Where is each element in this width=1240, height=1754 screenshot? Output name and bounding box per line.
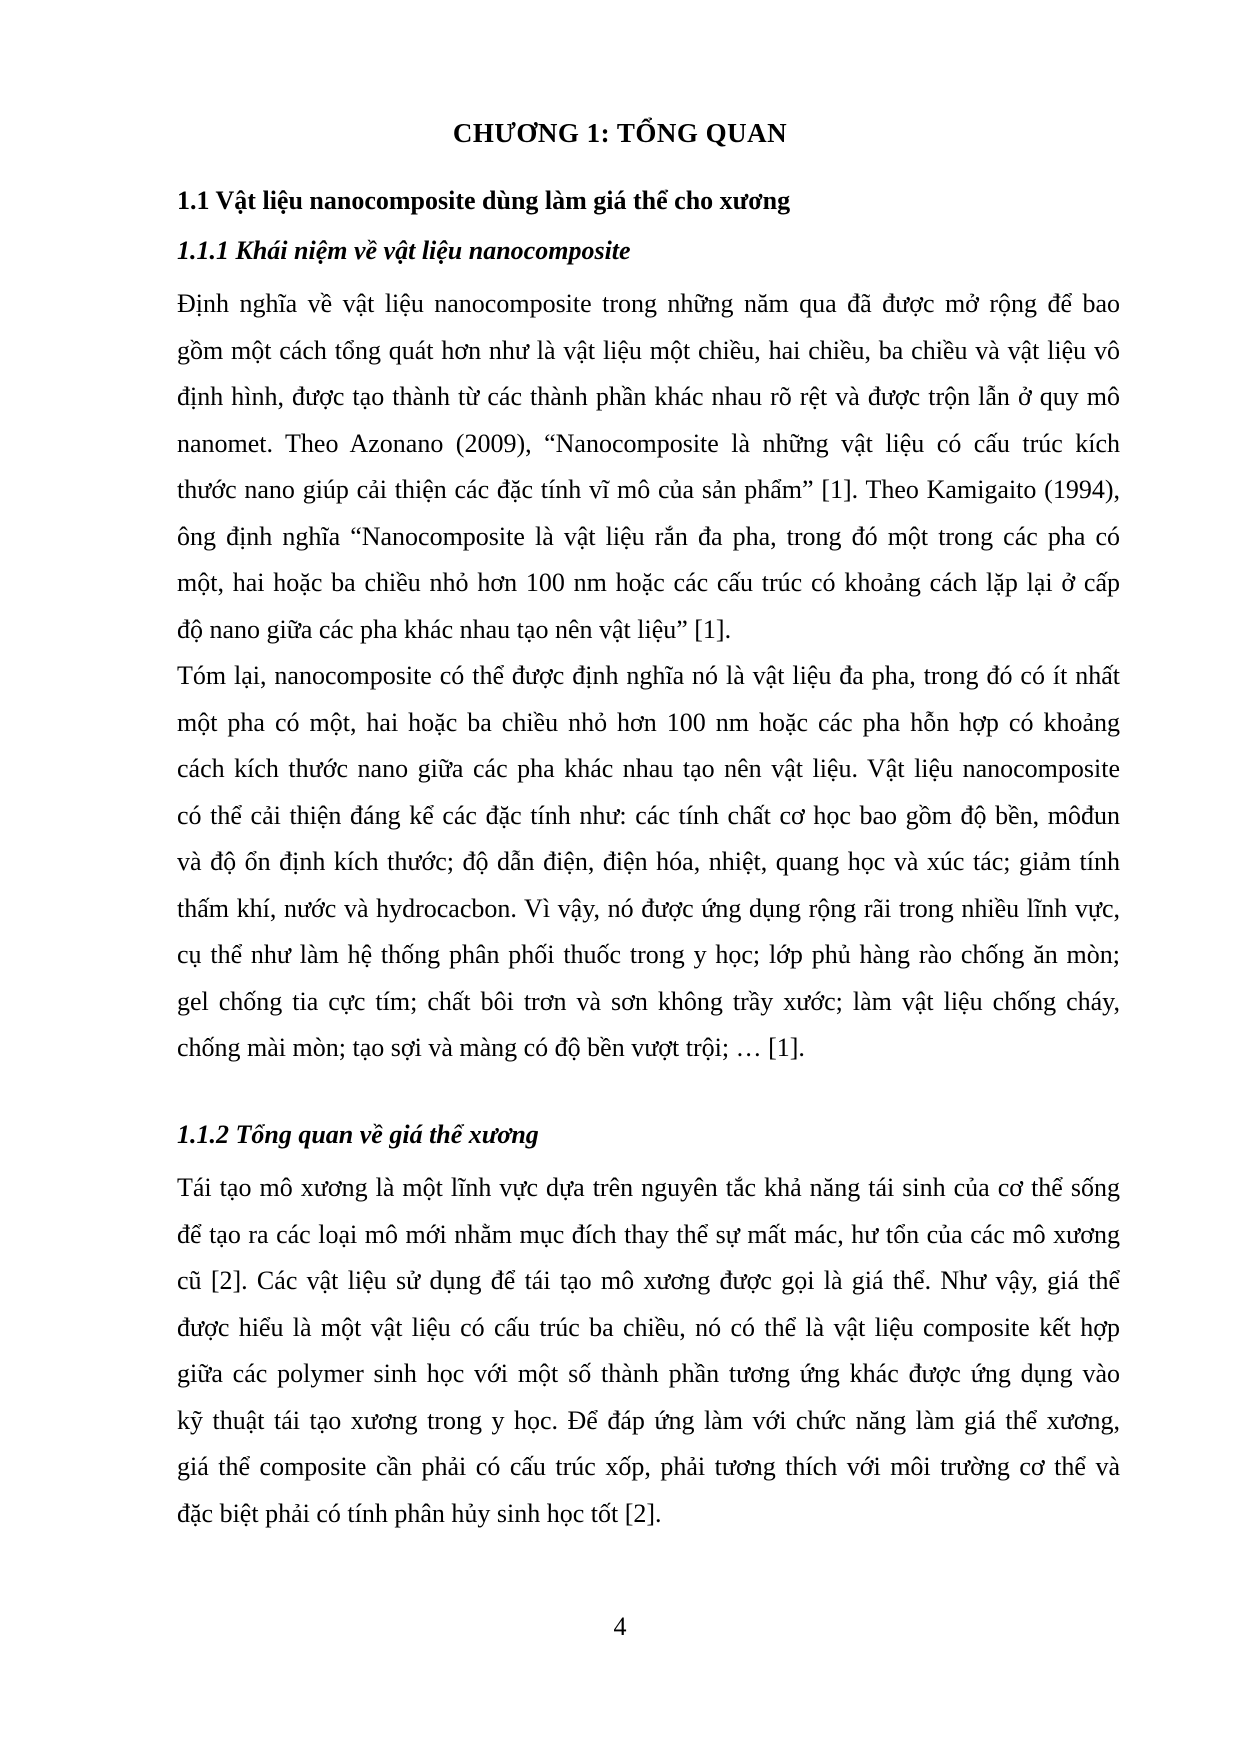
text-line: Tóm lại, nanocomposite có thể được định nghĩa nó là vật liệu đa pha, trong đó có ít nhất [177,661,1120,690]
text-line: nanomet. Theo Azonano (2009), “Nanocomposite là những vật liệu có cấu trúc kích [177,428,1120,458]
text-line: ông định nghĩa “Nanocomposite là vật liệu rắn đa pha, trong đó một trong các pha có [177,521,1120,551]
text-line: thấm khí, nước và hydrocacbon. Vì vậy, nó được ứng dụng rộng rãi trong nhiều lĩnh vực, [177,893,1120,923]
text-line: cũ [2]. Các vật liệu sử dụng để tái tạo mô xương được gọi là giá thể. Như vậy, giá thể [177,1266,1120,1295]
text-line: có thể cải thiện đáng kể các đặc tính như: các tính chất cơ học bao gồm độ bền, môđun [177,800,1120,830]
section-heading-1-1: 1.1 Vật liệu nanocomposite dùng làm giá thể cho xương [177,186,791,215]
text-line: giữa các polymer sinh học với một số thành phần tương ứng khác được ứng dụng vào [177,1359,1120,1388]
text-line: để tạo ra các loại mô mới nhằm mục đích thay thể sự mất mác, hư tổn của các mô xương [177,1219,1120,1249]
text-line: định hình, được tạo thành từ các thành phần khác nhau rõ rệt và được trộn lẫn ở quy mô [177,382,1120,411]
text-line: được hiểu là một vật liệu có cấu trúc ba chiều, nó có thể là vật liệu composite kết hợp [177,1312,1120,1342]
text-line: Tái tạo mô xương là một lĩnh vực dựa trên nguyên tắc khả năng tái sinh của cơ thể sống [177,1173,1120,1202]
text-line: giá thể composite cần phải có cấu trúc xốp, phải tương thích với môi trường cơ thể và [177,1452,1120,1481]
text-line: kỹ thuật tái tạo xương trong y học. Để đáp ứng làm với chức năng làm giá thể xương, [177,1405,1120,1435]
text-line: đặc biệt phải có tính phân hủy sinh học tốt [2]. [177,1498,662,1528]
section-heading-1-1-2: 1.1.2 Tổng quan về giá thể xương [177,1120,539,1149]
text-line: thước nano giúp cải thiện các đặc tính vĩ mô của sản phẩm” [1]. Theo Kamigaito (1994), [177,475,1120,504]
page-number: 4 [613,1612,627,1641]
text-line: một, hai hoặc ba chiều nhỏ hơn 100 nm hoặc các cấu trúc có khoảng cách lặp lại ở cấp [177,568,1120,597]
text-line: và độ ổn định kích thước; độ dẫn điện, điện hóa, nhiệt, quang học và xúc tác; giảm tính [177,847,1120,876]
section-heading-1-1-1: 1.1.1 Khái niệm về vật liệu nanocomposite [177,236,631,265]
paragraph-definition [177,281,1120,653]
text-line: chống mài mòn; tạo sợi và màng có độ bền vượt trội; … [1]. [177,1033,805,1062]
text-line: gel chống tia cực tím; chất bôi trơn và sơn không trầy xước; làm vật liệu chống cháy, [177,986,1120,1016]
text-line: độ nano giữa các pha khác nhau tạo nên vật liệu” [1]. [177,614,732,644]
text-line: một pha có một, hai hoặc ba chiều nhỏ hơn 100 nm hoặc các pha hỗn hợp có khoảng [177,707,1120,737]
chapter-title: CHƯƠNG 1: TỔNG QUAN [452,118,788,148]
paragraph-bone-scaffold [177,1165,1120,1537]
paragraph-summary [177,653,1120,1072]
text-line: Định nghĩa về vật liệu nanocomposite trong những năm qua đã được mở rộng để bao [177,289,1120,318]
text-line: cách kích thước nano giữa các pha khác nhau tạo nên vật liệu. Vật liệu nanocomposite [177,754,1120,783]
text-line: cụ thể như làm hệ thống phân phối thuốc trong y học; lớp phủ hàng rào chống ăn mòn; [177,940,1120,969]
text-line: gồm một cách tổng quát hơn như là vật liệu một chiều, hai chiều, ba chiều và vật liệu vô [177,335,1120,365]
